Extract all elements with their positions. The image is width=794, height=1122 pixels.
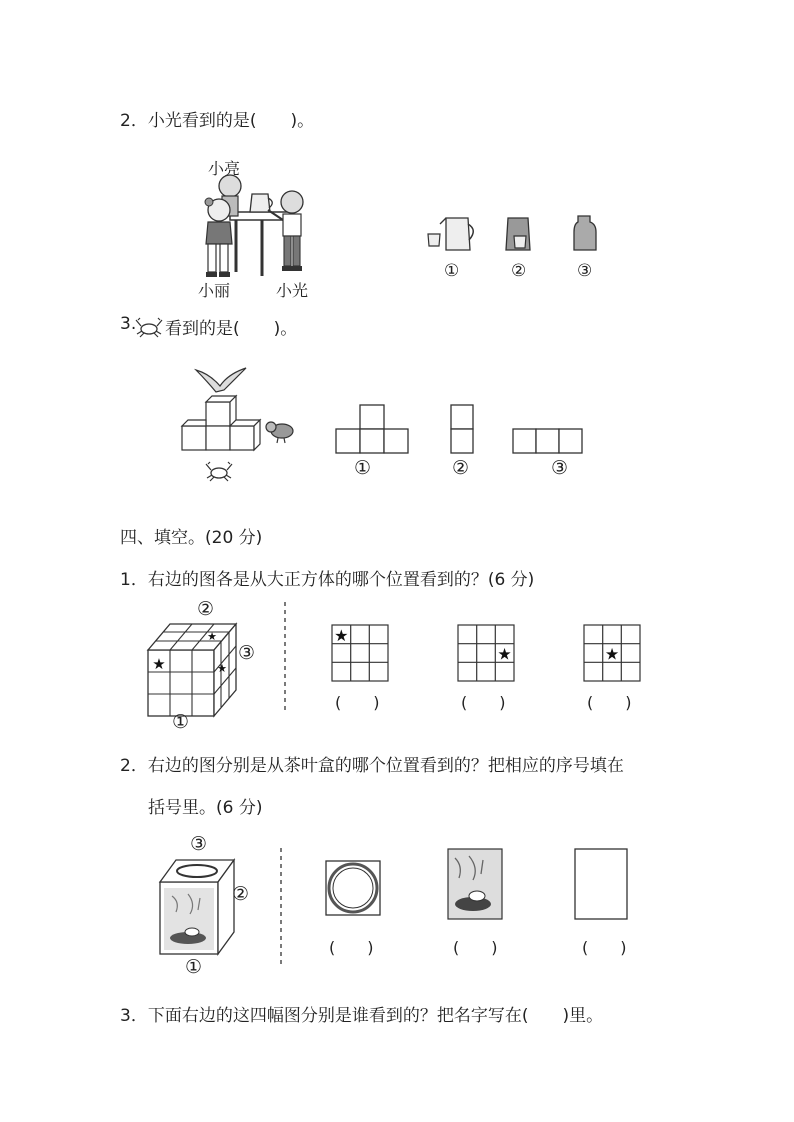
q2-option-3-label: ③ xyxy=(577,261,593,281)
tea-view-front xyxy=(447,848,503,920)
children-table-pitcher-illustration xyxy=(190,172,320,292)
pigeon-icon xyxy=(264,418,298,444)
q3-option-3-label: ③ xyxy=(551,457,569,479)
q2-option-2-label: ② xyxy=(511,261,527,281)
s4-p1-question: 1．右边的图各是从大正方体的哪个位置看到的？(6 分) xyxy=(120,570,535,590)
section-heading: 四、填空。(20 分) xyxy=(120,528,263,548)
cube-mark-front: ① xyxy=(172,711,190,733)
q3-option-2-figure xyxy=(450,404,474,454)
divider-line-2 xyxy=(279,848,283,964)
tea-box-icon xyxy=(158,856,238,956)
grid-view-3 xyxy=(583,624,641,682)
big-cube-figure xyxy=(146,620,246,720)
answer-blank-1[interactable]: ( ) xyxy=(335,693,380,712)
box-mark-right: ② xyxy=(232,883,250,905)
s4-p3-question: 3．下面右边的这四幅图分别是谁看到的？把名字写在( )里。 xyxy=(120,1006,604,1026)
grid-view-2 xyxy=(457,624,515,682)
star-icon: ★ xyxy=(217,662,227,675)
label-xiaoli: 小丽 xyxy=(198,281,231,300)
s4-p2-question-line1: 2．右边的图分别是从茶叶盒的哪个位置看到的？把相应的序号填在 xyxy=(120,756,624,776)
pitcher-cup-option-2-icon xyxy=(502,214,542,254)
label-xiaoguang: 小光 xyxy=(276,281,309,300)
crab-icon xyxy=(134,316,164,338)
label-xiaoliang: 小亮 xyxy=(208,159,241,178)
q3-option-3-figure xyxy=(512,428,584,454)
cube-mark-right: ③ xyxy=(238,642,256,664)
pitcher-cup-option-1-icon xyxy=(424,214,484,254)
box-mark-top: ③ xyxy=(190,833,208,855)
tea-view-top xyxy=(325,860,381,916)
star-icon: ★ xyxy=(152,655,166,673)
q3-question: 看到的是( )。 xyxy=(165,319,298,339)
divider-line xyxy=(283,602,287,714)
answer-blank-5[interactable]: ( ) xyxy=(453,938,498,957)
q3-option-1-figure xyxy=(336,404,408,454)
q3-option-2-label: ② xyxy=(452,457,470,479)
s4-p2-question-line2: 括号里。(6 分) xyxy=(148,798,263,818)
box-mark-front: ① xyxy=(185,956,203,978)
star-icon: ★ xyxy=(207,630,217,643)
answer-blank-6[interactable]: ( ) xyxy=(582,938,627,957)
answer-blank-3[interactable]: ( ) xyxy=(587,693,632,712)
q3-option-1-label: ① xyxy=(354,457,372,479)
svg-text:★: ★ xyxy=(497,644,512,664)
answer-blank-4[interactable]: ( ) xyxy=(329,938,374,957)
crab-below-icon xyxy=(204,460,234,482)
q3-number: 3. xyxy=(120,314,137,334)
tea-view-side xyxy=(574,848,630,920)
answer-blank-2[interactable]: ( ) xyxy=(461,693,506,712)
svg-text:★: ★ xyxy=(604,644,620,664)
svg-text:★: ★ xyxy=(334,626,349,645)
blocks-front-view xyxy=(182,392,268,452)
pitcher-cup-option-3-icon xyxy=(570,214,600,254)
q2-option-1-label: ① xyxy=(444,261,460,281)
cube-mark-top: ② xyxy=(197,598,215,620)
q2-question: 2．小光看到的是( )。 xyxy=(120,111,315,131)
grid-view-1 xyxy=(331,624,389,682)
